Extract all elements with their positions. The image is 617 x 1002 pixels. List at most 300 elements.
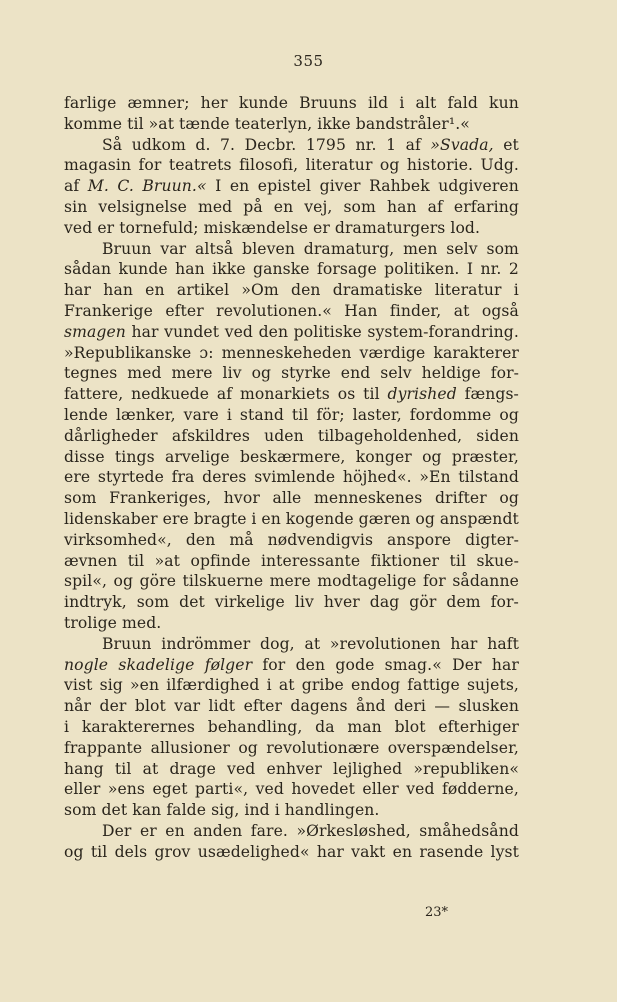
word: Frankerige [64, 301, 153, 320]
word: »en [130, 676, 160, 695]
word: der [99, 697, 127, 716]
word: småhedsånd [419, 821, 519, 840]
word: men [403, 239, 438, 258]
word: karakterernes [81, 717, 195, 736]
word: kan [132, 801, 162, 820]
word: Bruuns [299, 94, 357, 112]
word: af [216, 385, 233, 404]
word: menneskenes [313, 489, 423, 508]
word: — [434, 697, 451, 716]
word: ikke [212, 260, 246, 279]
word: hang [64, 759, 104, 778]
word: når [64, 697, 92, 716]
word: modtagelige [317, 572, 417, 591]
word: er [139, 821, 157, 840]
word: drage [169, 759, 216, 778]
word: forsage [316, 260, 377, 279]
word: hovedet [291, 780, 355, 799]
text-line [64, 343, 519, 364]
word: ild [367, 94, 389, 112]
word: dels [114, 842, 148, 861]
text-line [64, 93, 519, 114]
word: ere [64, 468, 91, 487]
word: tings [114, 447, 155, 466]
word: gæren [358, 509, 411, 528]
word: for- [490, 593, 519, 612]
text-line [64, 363, 519, 384]
word: Bruun.« [142, 177, 207, 196]
word: gribe [301, 676, 344, 695]
word: komme [64, 114, 123, 133]
word: revolutionen.« [216, 301, 332, 320]
word: dramatiske [332, 281, 423, 300]
word: og [499, 405, 519, 424]
word: som [64, 801, 97, 820]
word: »Republikanske [64, 343, 192, 362]
word: deri [393, 697, 427, 716]
word: Udg. [480, 156, 519, 175]
word: det [101, 801, 128, 820]
text-line [64, 738, 519, 759]
word: den [295, 655, 326, 674]
word: opfinde [190, 551, 251, 570]
word: efter [243, 697, 283, 716]
word: det [179, 593, 205, 612]
word: gör [409, 593, 437, 612]
word: »Ørkesløshed, [296, 821, 411, 840]
word: lænker, [115, 405, 176, 424]
word: heldige [421, 364, 481, 383]
word: en [273, 197, 294, 216]
word: ved [255, 780, 284, 799]
word: Han [344, 301, 378, 320]
word: skue- [476, 551, 519, 570]
word: kogende [285, 509, 354, 528]
word: haft [487, 634, 519, 653]
word: göre [139, 572, 177, 591]
word: sig, [211, 801, 240, 820]
text-line [64, 821, 519, 842]
word: end [340, 364, 371, 383]
word: fiktioner [370, 551, 440, 570]
word: vundet [164, 322, 220, 341]
word: sådanne [452, 572, 519, 591]
word: med [127, 364, 162, 383]
word: arvelige [164, 447, 230, 466]
word: d. [195, 135, 211, 154]
text-line [64, 655, 519, 676]
word: velsignelse [98, 197, 187, 216]
word: trolige [64, 613, 117, 632]
word: er [313, 218, 330, 237]
word: farlige [64, 94, 117, 112]
word: menneskeheden [221, 343, 352, 362]
word: enhver [266, 759, 322, 778]
word: han [103, 281, 133, 300]
word: bleven [242, 239, 296, 258]
word: og [422, 447, 442, 466]
word: falde [166, 801, 207, 820]
word: med. [121, 613, 162, 632]
word: som [343, 197, 376, 216]
word: smagen [64, 322, 126, 341]
word: fare. [250, 821, 288, 840]
word: »ens [107, 780, 146, 799]
word: politiske [293, 322, 362, 341]
word: dag [369, 593, 400, 612]
word: usædelighed« [197, 842, 310, 861]
text-line [64, 842, 519, 863]
word: præster, [451, 447, 519, 466]
word: monarkiets [240, 385, 330, 404]
word: lyst [490, 842, 519, 861]
word: i [266, 676, 272, 695]
word: fordomme [409, 405, 492, 424]
word: den [258, 322, 289, 341]
word: et [503, 135, 519, 154]
word: i [251, 509, 257, 528]
word: man [347, 717, 382, 736]
word: han [175, 260, 205, 279]
word: med [197, 197, 233, 216]
word: kunde [238, 94, 289, 112]
word: fattere, [64, 385, 124, 404]
word: stand [239, 405, 284, 424]
word: literatur [434, 281, 502, 300]
word: sig [99, 676, 123, 695]
word: erfaring [453, 197, 519, 216]
word: at [453, 301, 470, 320]
word: i [64, 717, 70, 736]
word: nr. [355, 135, 377, 154]
word: 7. [220, 135, 236, 154]
word: ved [224, 322, 254, 341]
word: handlingen. [284, 801, 380, 820]
word: smag.« [384, 655, 442, 674]
word: sin [64, 197, 88, 216]
word: tilskuerne [182, 572, 264, 591]
word: miskændelse [203, 218, 309, 237]
word: i [226, 405, 232, 424]
word: indrömmer [161, 634, 251, 653]
word: fra [171, 468, 195, 487]
word: rasende [419, 842, 484, 861]
word: en [229, 177, 250, 196]
word: eget [152, 780, 188, 799]
word: til [127, 114, 144, 133]
word: teaterlyn, [234, 114, 313, 133]
word: på [243, 197, 263, 216]
word: en [392, 842, 413, 861]
word: ved [64, 218, 93, 237]
word: Bruun [102, 634, 152, 653]
word: også [481, 301, 519, 320]
word: »revolutionen [329, 634, 441, 653]
word: den [185, 530, 216, 549]
word: som [486, 239, 519, 258]
word: mere [171, 364, 213, 383]
word: ilfærdighed [166, 676, 260, 695]
word: kun [489, 94, 519, 112]
word: 2 [508, 260, 519, 279]
text-line [64, 447, 519, 468]
word: har [450, 634, 478, 653]
word: har [316, 842, 344, 861]
word: dramaturg, [303, 239, 395, 258]
word: hver [323, 593, 360, 612]
text-line [64, 759, 519, 780]
word: kunde [118, 260, 168, 279]
word: spil«, [64, 572, 108, 591]
word: har [491, 655, 519, 674]
word: »En [419, 468, 451, 487]
text-line [64, 488, 519, 509]
word: Bruun [102, 239, 152, 258]
word: en [165, 821, 185, 840]
word: svimlende [254, 468, 336, 487]
word: for [138, 156, 162, 175]
word: endog [351, 676, 401, 695]
word: i [399, 94, 405, 112]
word: parti«, [194, 780, 249, 799]
word: overspændelser, [387, 738, 519, 757]
word: tornefuld; [119, 218, 199, 237]
word: uden [264, 426, 304, 445]
word: alt [415, 94, 437, 112]
word: disse [64, 447, 105, 466]
word: til [127, 551, 145, 570]
word: til [363, 385, 380, 404]
word: beskærmere, [239, 447, 346, 466]
word: frappante [64, 738, 143, 757]
word: ganske [253, 260, 310, 279]
word: æmner; [127, 94, 190, 112]
text-line [64, 239, 519, 260]
text-line [64, 717, 519, 738]
word: lidt [208, 697, 236, 716]
word: styrtede [97, 468, 164, 487]
word: til [90, 842, 108, 861]
text-line [64, 592, 519, 613]
text-line [64, 259, 519, 280]
word: tilbageholdenhed, [317, 426, 463, 445]
word: efter [165, 301, 204, 320]
text-line [64, 384, 519, 405]
text-line [64, 509, 519, 530]
word: som [64, 489, 97, 508]
text-line [64, 218, 519, 239]
word: Der [102, 821, 132, 840]
word: til [114, 759, 132, 778]
word: selv [446, 239, 478, 258]
text-line [64, 675, 519, 696]
word: var [160, 239, 187, 258]
word: politiken. [384, 260, 460, 279]
word: da [315, 717, 335, 736]
word: har [131, 322, 159, 341]
word: sådan [64, 260, 112, 279]
word: filosofi, [239, 156, 299, 175]
word: vej, [304, 197, 333, 216]
word: at [278, 676, 295, 695]
word: ved [227, 759, 256, 778]
word: lod. [450, 218, 481, 237]
word: bandstråler¹.« [355, 114, 470, 133]
word: må [229, 530, 254, 549]
word: en [145, 281, 165, 300]
word: historie. [406, 156, 474, 175]
word: eller [64, 780, 101, 799]
word: C. [117, 177, 134, 196]
word: nedkuede [131, 385, 210, 404]
word: han [386, 197, 417, 216]
word: karakterer [433, 343, 519, 362]
text-line [64, 176, 519, 197]
word: ikke [317, 114, 351, 133]
word: lejlighed [333, 759, 403, 778]
word: bragte [193, 509, 247, 528]
word: vakt [351, 842, 386, 861]
word: 1 [386, 135, 397, 154]
word: selv [380, 364, 412, 383]
word: at [142, 759, 159, 778]
word: finder, [389, 301, 442, 320]
text-line [64, 467, 519, 488]
word: for- [490, 364, 519, 383]
word: for [422, 572, 446, 591]
word: I [466, 260, 474, 279]
word: udkom [131, 135, 186, 154]
word: er [97, 218, 115, 237]
word: nogle [64, 655, 109, 674]
text-line [64, 800, 519, 821]
word: af [405, 135, 421, 154]
word: af [427, 197, 443, 216]
word: i [513, 281, 519, 300]
word: nødvendigvis [267, 530, 374, 549]
word: ånd [355, 697, 386, 716]
word: til [449, 551, 467, 570]
word: Decbr. [244, 135, 297, 154]
word: drifter [434, 489, 487, 508]
word: dog, [260, 634, 295, 653]
word: udgiveren [438, 177, 519, 196]
word: teatrets [168, 156, 232, 175]
word: eller [362, 780, 399, 799]
word: laster, [352, 405, 402, 424]
word: digter- [465, 530, 519, 549]
word: en [261, 509, 281, 528]
word: os [337, 385, 356, 404]
word: artikel [176, 281, 230, 300]
word: fødderne, [441, 780, 519, 799]
word: ævnen [64, 551, 118, 570]
word: her [200, 94, 228, 112]
word: dårligheder [64, 426, 158, 445]
word: tænde [179, 114, 230, 133]
word: Frankeriges, [109, 489, 212, 508]
text-line [64, 114, 519, 135]
word: fattige [407, 676, 460, 695]
body-text [64, 93, 519, 862]
word: interessante [260, 551, 361, 570]
text-line [64, 322, 519, 343]
word: og [499, 489, 519, 508]
word: skadelige [118, 655, 195, 674]
word: I [215, 177, 222, 196]
word: indtryk, [64, 593, 127, 612]
word: i [274, 801, 280, 820]
word: for [262, 655, 286, 674]
text-line [64, 426, 519, 447]
word: siden [476, 426, 519, 445]
word: dyrished [387, 385, 457, 404]
word: allusioner [150, 738, 230, 757]
text-line [64, 155, 519, 176]
word: Så [102, 135, 123, 154]
word: dramaturgers [334, 218, 446, 237]
word: styrke [281, 364, 331, 383]
word: Der [452, 655, 482, 674]
word: at [304, 634, 321, 653]
word: var [174, 697, 201, 716]
word: Rahbek [369, 177, 430, 196]
text-line [64, 696, 519, 717]
word: »Svada, [430, 135, 494, 154]
word: værdige [359, 343, 426, 362]
word: anspændt [439, 509, 519, 528]
word: af [64, 177, 80, 196]
signature-mark: 23* [425, 905, 449, 920]
text-line [64, 634, 519, 655]
word: sujets, [466, 676, 519, 695]
word: dagens [290, 697, 348, 716]
word: mere [269, 572, 311, 591]
word: dem [446, 593, 481, 612]
word: liv [222, 364, 242, 383]
word: anspore [387, 530, 452, 549]
word: altså [194, 239, 234, 258]
word: ɔ: [199, 343, 214, 362]
word: som [136, 593, 170, 612]
word: »republiken« [413, 759, 519, 778]
word: M. [87, 177, 109, 196]
word: behandling, [207, 717, 303, 736]
word: höjhed«. [342, 468, 412, 487]
word: og [379, 156, 400, 175]
word: tegnes [64, 364, 118, 383]
text-line [64, 301, 519, 322]
word: system-forandring. [367, 322, 519, 341]
word: ved [406, 780, 435, 799]
word: efterhiger [438, 717, 519, 736]
word: liv [294, 593, 314, 612]
text-line [64, 280, 519, 301]
word: og [113, 572, 134, 591]
word: til [291, 405, 309, 424]
page-number: 355 [293, 52, 324, 70]
word: grov [154, 842, 191, 861]
word: literatur [305, 156, 373, 175]
word: giver [319, 177, 361, 196]
word: »at [148, 114, 175, 133]
text-line [64, 613, 519, 634]
word: lidenskaber [64, 509, 158, 528]
word: tilstand [458, 468, 519, 487]
text-line [64, 135, 519, 156]
word: 1795 [305, 135, 346, 154]
word: blot [134, 697, 166, 716]
